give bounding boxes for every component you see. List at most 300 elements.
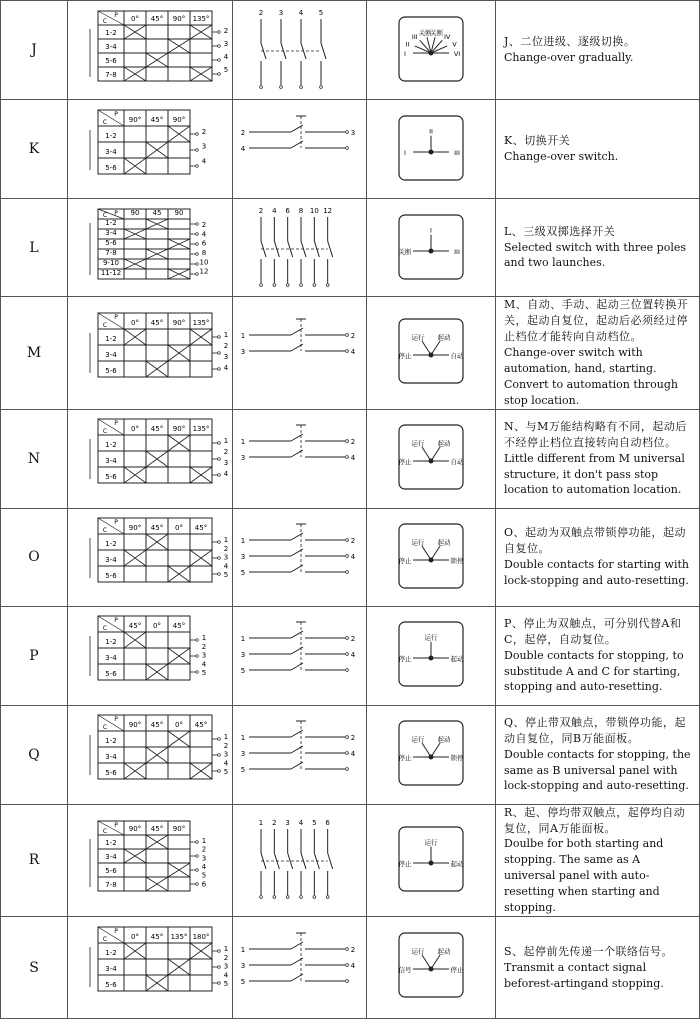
wiring-diagram-cell	[233, 100, 367, 199]
panel-frame	[399, 319, 463, 383]
angle-header: 45°	[150, 721, 164, 730]
terminal-number: 3	[223, 353, 229, 362]
contact-diagram-cell	[68, 804, 233, 917]
panel-position-label: 关断	[418, 28, 432, 37]
terminal-number: 2	[223, 741, 229, 750]
terminal-number: 4	[223, 52, 229, 61]
terminal-number: 3	[201, 142, 207, 151]
contact-label: 5-6	[105, 980, 117, 989]
terminal-number: 12	[322, 206, 332, 215]
angle-header: 0°	[175, 524, 183, 533]
wiring-diagram	[235, 608, 365, 703]
description-cell	[496, 199, 700, 297]
angle-header: 45°	[150, 319, 164, 328]
contact-label: 3-4	[105, 753, 117, 762]
wiring-diagram-cell	[233, 917, 367, 1019]
panel-position-label: 起动	[450, 655, 464, 664]
contact-label: 5-6	[105, 572, 117, 581]
panel-diagram-cell	[367, 804, 496, 917]
panel-position-label: 运行	[411, 333, 425, 342]
panel-position-label: 锁停	[450, 557, 464, 566]
terminal-number: 5	[223, 65, 229, 74]
contact-label: 3-4	[105, 42, 117, 51]
terminal-number: 3	[240, 750, 245, 759]
terminal-number: 1	[240, 635, 245, 644]
contact-diagram-cell	[68, 297, 233, 410]
contact-label: 3-4	[105, 228, 117, 237]
contact-label: 7-8	[105, 248, 117, 257]
terminal-number: 2	[258, 8, 263, 17]
panel-position-label: III	[411, 32, 418, 41]
angle-header: 45°	[150, 824, 164, 833]
spec-row	[1, 1, 700, 100]
terminal-number: 3	[201, 854, 207, 863]
angle-header: 90°	[128, 721, 142, 730]
wiring-diagram	[235, 707, 365, 802]
panel-position-label: I	[404, 49, 406, 58]
panel-frame	[399, 933, 463, 997]
panel-position-label: 运行	[424, 633, 438, 642]
description-chinese: J、二位进级、逐级切换。	[504, 35, 636, 49]
terminal-number: 3	[240, 961, 245, 970]
panel-diagram-cell	[367, 409, 496, 508]
wiring-diagram	[235, 305, 365, 400]
contact-label: 3-4	[105, 351, 117, 360]
header-c: C	[102, 527, 108, 535]
description-chinese: R、起、停均带双触点，起停均自动复位，同A万能面板。	[504, 805, 686, 835]
contact-label: 5-6	[105, 238, 117, 247]
terminal-number: 3	[223, 553, 229, 562]
header-p: P	[114, 519, 118, 527]
angle-header: 0°	[131, 14, 139, 23]
panel-diagram	[369, 813, 493, 908]
switch-code: P	[1, 606, 68, 705]
panel-position-label: III	[454, 247, 460, 256]
contact-label: 9-10	[103, 258, 119, 267]
description-chinese: S、起停前先传递一个联络信号。	[504, 944, 674, 958]
terminal-number: 1	[223, 437, 229, 446]
terminal-number: 4	[223, 562, 229, 571]
angle-header: 90°	[172, 115, 186, 124]
panel-position-label: 自动	[450, 352, 464, 361]
contact-label: 1-2	[105, 737, 117, 746]
wiring-diagram	[235, 201, 365, 295]
terminal-number: 5	[201, 871, 207, 880]
contact-diagram-cell	[68, 1, 233, 100]
panel-position-label: 运行	[411, 946, 425, 955]
contact-label: 1-2	[105, 948, 117, 957]
panel-frame	[399, 721, 463, 785]
terminal-number: 5	[240, 667, 245, 676]
terminal-number: 4	[271, 206, 277, 215]
contact-label: 1-2	[105, 441, 117, 450]
wiring-diagram-cell	[233, 1, 367, 100]
terminal-number: 3	[240, 651, 245, 660]
panel-position-label: 关断	[430, 28, 444, 37]
header-p: P	[114, 716, 118, 724]
panel-position-label: 停止	[398, 458, 412, 467]
panel-position-label: IV	[444, 32, 451, 41]
spec-row	[1, 508, 700, 606]
switch-code: R	[1, 804, 68, 917]
panel-position-label: 停止	[398, 655, 412, 664]
terminal-number: 2	[223, 953, 229, 962]
contact-label: 1-2	[105, 638, 117, 647]
angle-header: 135°	[192, 319, 210, 328]
switch-code: K	[1, 100, 68, 199]
panel-frame	[399, 425, 463, 489]
angle-header: 45°	[194, 524, 208, 533]
header-c: C	[102, 625, 108, 633]
contact-diagram-cell	[68, 100, 233, 199]
angle-header: 90°	[172, 319, 186, 328]
terminal-number: 1	[240, 537, 245, 546]
panel-position-label: 起动	[437, 439, 451, 448]
angle-header: 45°	[150, 425, 164, 434]
contact-diagram	[70, 3, 230, 98]
terminal-number: 2	[350, 635, 355, 644]
wiring-diagram-cell	[233, 804, 367, 917]
contact-label: 7-8	[105, 880, 117, 889]
contact-label: 5-6	[105, 163, 117, 172]
contact-label: 5-6	[105, 769, 117, 778]
panel-position-label: 自动	[450, 458, 464, 467]
wiring-diagram-cell	[233, 409, 367, 508]
panel-diagram-cell	[367, 100, 496, 199]
panel-diagram	[369, 201, 493, 295]
terminal-number: 2	[240, 128, 245, 137]
panel-position-label: 停止	[450, 965, 464, 974]
terminal-number: 1	[258, 818, 263, 827]
description-english: Double contacts for starting with lock-stopping and auto-resetting.	[504, 558, 689, 587]
panel-position-label: 停止	[398, 754, 412, 763]
panel-frame	[399, 524, 463, 588]
header-c: C	[102, 428, 108, 436]
panel-position-label: I	[404, 148, 406, 157]
terminal-number: 1	[240, 945, 245, 954]
angle-header: 45°	[172, 622, 186, 631]
terminal-number: 4	[201, 156, 207, 165]
panel-position-label: 关断	[398, 247, 412, 256]
panel-diagram	[369, 510, 493, 604]
terminal-number: 10	[309, 206, 319, 215]
terminal-number: 3	[240, 454, 245, 463]
panel-position-label: 起动	[437, 333, 451, 342]
panel-position-label: 起动	[437, 538, 451, 547]
spec-row	[1, 409, 700, 508]
terminal-number: 4	[223, 470, 229, 479]
header-c: C	[102, 724, 108, 732]
terminal-number: 3	[350, 128, 355, 137]
terminal-number: 2	[201, 220, 207, 229]
panel-position-label: 起动	[450, 859, 464, 868]
panel-diagram-cell	[367, 297, 496, 410]
angle-header: 0°	[131, 319, 139, 328]
panel-position-label: 起动	[437, 946, 451, 955]
terminal-number: 4	[350, 348, 355, 357]
spec-row	[1, 606, 700, 705]
wiring-diagram	[235, 510, 365, 604]
description-english: Transmit a contact signal beforest-artingand stopping.	[504, 960, 664, 990]
panel-position-label: 停止	[398, 352, 412, 361]
angle-header: 0°	[131, 932, 139, 941]
description-english: Change-over gradually.	[504, 51, 634, 64]
description-cell	[496, 606, 700, 705]
wiring-diagram-cell	[233, 508, 367, 606]
wiring-diagram	[235, 102, 365, 197]
angle-header: 90	[174, 208, 184, 217]
terminal-number: 5	[240, 766, 245, 775]
terminal-number: 3	[223, 39, 229, 48]
contact-label: 3-4	[105, 556, 117, 565]
header-c: C	[102, 17, 108, 25]
panel-position-label: 停止	[398, 557, 412, 566]
description-english: Change-over switch.	[504, 150, 619, 163]
terminal-number: 4	[201, 660, 207, 669]
spec-row	[1, 917, 700, 1019]
terminal-number: 5	[311, 818, 317, 827]
terminal-number: 8	[298, 206, 303, 215]
angle-header: 45°	[150, 115, 164, 124]
wiring-diagram	[235, 919, 365, 1017]
wiring-diagram-cell	[233, 297, 367, 410]
terminal-number: 1	[240, 332, 245, 341]
description-english: Change-over switch with automation, hand, starting. Convert to automation through stop location.	[504, 345, 678, 407]
panel-diagram-cell	[367, 199, 496, 297]
panel-diagram	[369, 608, 493, 703]
angle-header: 90	[130, 208, 140, 217]
spec-row	[1, 100, 700, 199]
angle-header: 0°	[131, 425, 139, 434]
terminal-number: 2	[201, 642, 207, 651]
panel-diagram-cell	[367, 705, 496, 804]
terminal-number: 4	[298, 8, 303, 17]
switch-code: N	[1, 409, 68, 508]
terminal-number: 4	[350, 750, 355, 759]
terminal-number: 5	[201, 669, 207, 678]
panel-position-label: 信号	[398, 965, 412, 974]
terminal-number: 2	[350, 332, 355, 341]
panel-diagram	[369, 919, 493, 1017]
terminal-number: 4	[223, 364, 229, 373]
terminal-number: 1	[240, 438, 245, 447]
panel-diagram-cell	[367, 917, 496, 1019]
terminal-number: 2	[350, 438, 355, 447]
description-chinese: P、停止为双触点，可分别代替A和C，起停，自动复位。	[504, 616, 682, 646]
terminal-number: 6	[201, 880, 207, 889]
contact-diagram	[70, 510, 230, 604]
contact-label: 3-4	[105, 852, 117, 861]
terminal-number: 2	[223, 26, 229, 35]
header-c: C	[102, 322, 108, 330]
terminal-number: 4	[223, 759, 229, 768]
terminal-number: 2	[223, 342, 229, 351]
terminal-number: 10	[199, 257, 209, 266]
spec-row	[1, 297, 700, 410]
panel-diagram	[369, 707, 493, 802]
description-cell	[496, 917, 700, 1019]
panel-position-label: II	[405, 40, 410, 49]
terminal-number: 3	[223, 750, 229, 759]
spec-row	[1, 705, 700, 804]
panel-position-label: II	[429, 126, 433, 135]
description-english: Selected switch with three poles and two launches.	[504, 240, 686, 270]
angle-header: 135°	[170, 932, 188, 941]
terminal-number: 4	[350, 651, 355, 660]
panel-position-label: 停止	[398, 859, 412, 868]
description-cell	[496, 804, 700, 917]
panel-position-label: 锁停	[450, 754, 464, 763]
terminal-number: 4	[201, 229, 207, 238]
panel-position-label: 运行	[411, 735, 425, 744]
terminal-number: 4	[350, 454, 355, 463]
description-english: Little different from M universal structure, it don't pass stop location to automation location.	[504, 451, 685, 497]
panel-position-label: 运行	[424, 838, 438, 847]
contact-label: 7-8	[105, 70, 117, 79]
contact-diagram	[70, 411, 230, 506]
terminal-number: 1	[223, 536, 229, 545]
terminal-number: 1	[223, 733, 229, 742]
contact-label: 1-2	[105, 28, 117, 37]
description-cell	[496, 705, 700, 804]
panel-position-label: VI	[453, 49, 461, 58]
terminal-number: 8	[201, 248, 207, 257]
contact-diagram	[70, 201, 230, 295]
header-p: P	[114, 420, 118, 428]
angle-header: 0°	[175, 721, 183, 730]
header-p: P	[114, 314, 118, 322]
panel-diagram-cell	[367, 508, 496, 606]
panel-position-label: I	[430, 225, 432, 234]
contact-diagram	[70, 102, 230, 197]
terminal-number: 3	[223, 962, 229, 971]
switch-code: M	[1, 297, 68, 410]
wiring-diagram	[235, 813, 365, 908]
angle-header: 90°	[172, 14, 186, 23]
angle-header: 45°	[150, 524, 164, 533]
terminal-number: 2	[258, 206, 263, 215]
angle-header: 135°	[192, 14, 210, 23]
angle-header: 90°	[172, 824, 186, 833]
terminal-number: 3	[240, 348, 245, 357]
contact-label: 3-4	[105, 457, 117, 466]
contact-label: 1-2	[105, 131, 117, 140]
panel-position-label: V	[452, 40, 457, 49]
wiring-diagram-cell	[233, 606, 367, 705]
switch-code: O	[1, 508, 68, 606]
terminal-number: 12	[199, 267, 209, 276]
terminal-number: 5	[240, 977, 245, 986]
terminal-number: 1	[201, 634, 207, 643]
angle-header: 90°	[128, 824, 142, 833]
spec-row	[1, 804, 700, 917]
switch-code: Q	[1, 705, 68, 804]
terminal-number: 6	[324, 818, 330, 827]
panel-position-label: III	[454, 148, 460, 157]
header-p: P	[114, 821, 118, 829]
wiring-diagram	[235, 411, 365, 506]
contact-label: 5-6	[105, 670, 117, 679]
description-cell	[496, 1, 700, 100]
panel-position-label: 起动	[437, 735, 451, 744]
contact-diagram	[70, 608, 230, 703]
angle-header: 90°	[172, 425, 186, 434]
panel-diagram	[369, 102, 493, 197]
terminal-number: 4	[350, 961, 355, 970]
panel-diagram-cell	[367, 1, 496, 100]
angle-header: 90°	[128, 115, 142, 124]
terminal-number: 4	[350, 553, 355, 562]
contact-label: 1-2	[105, 838, 117, 847]
description-english: Doulbe for both starting and stopping. The same as A universal panel with auto-resetting when starting and stopping.	[504, 837, 664, 915]
spec-row	[1, 199, 700, 297]
description-cell	[496, 409, 700, 508]
terminal-number: 5	[318, 8, 323, 17]
terminal-number: 5	[223, 768, 229, 777]
angle-header: 0°	[153, 622, 161, 631]
terminal-number: 4	[223, 971, 229, 980]
wiring-diagram	[235, 3, 365, 98]
terminal-number: 4	[240, 144, 245, 153]
description-chinese: O、起动为双触点带锁停功能，起动自复位。	[504, 526, 687, 556]
switch-code: L	[1, 199, 68, 297]
terminal-number: 3	[201, 651, 207, 660]
contact-label: 11-12	[100, 268, 122, 277]
description-cell	[496, 100, 700, 199]
description-cell	[496, 508, 700, 606]
terminal-number: 5	[223, 979, 229, 988]
wiring-diagram-cell	[233, 199, 367, 297]
terminal-number: 2	[350, 945, 355, 954]
terminal-number: 5	[223, 571, 229, 580]
contact-diagram-cell	[68, 917, 233, 1019]
description-chinese: Q、停止带双触点，带锁停功能，起动自复位，同B万能面板。	[504, 715, 687, 745]
header-c: C	[102, 827, 108, 835]
contact-diagram-cell	[68, 508, 233, 606]
angle-header: 45°	[128, 622, 142, 631]
header-c: C	[102, 118, 108, 126]
wiring-diagram-cell	[233, 705, 367, 804]
angle-header: 45°	[150, 14, 164, 23]
terminal-number: 5	[240, 569, 245, 578]
contact-diagram	[70, 707, 230, 802]
angle-header: 45°	[150, 932, 164, 941]
terminal-number: 2	[223, 448, 229, 457]
panel-diagram	[369, 411, 493, 506]
terminal-number: 2	[350, 537, 355, 546]
terminal-number: 3	[284, 818, 290, 827]
terminal-number: 3	[278, 8, 283, 17]
terminal-number: 2	[201, 845, 207, 854]
contact-diagram	[70, 919, 230, 1017]
header-c: C	[102, 935, 108, 943]
terminal-number: 1	[223, 944, 229, 953]
contact-label: 1-2	[105, 335, 117, 344]
description-chinese: M、自动、手动、起动三位置转换开关，起动自复位，起动后必须经过停止档位才能转向自动档位。	[504, 298, 689, 343]
terminal-number: 2	[350, 734, 355, 743]
description-chinese: N、与M万能结构略有不同，起动后不经停止档位直接转向自动档位。	[504, 419, 687, 449]
description-english: Double contacts for stopping, the same as B universal panel with lock-stopping and auto-resetting.	[504, 747, 691, 793]
description-chinese: L、三级双掷选择开关	[504, 224, 616, 238]
contact-label: 1-2	[105, 540, 117, 549]
angle-header: 45	[152, 208, 162, 217]
terminal-number: 2	[201, 127, 207, 136]
terminal-number: 2	[223, 544, 229, 553]
contact-diagram-cell	[68, 409, 233, 508]
terminal-number: 1	[201, 836, 207, 845]
panel-position-label: 运行	[411, 439, 425, 448]
header-p: P	[114, 209, 118, 217]
